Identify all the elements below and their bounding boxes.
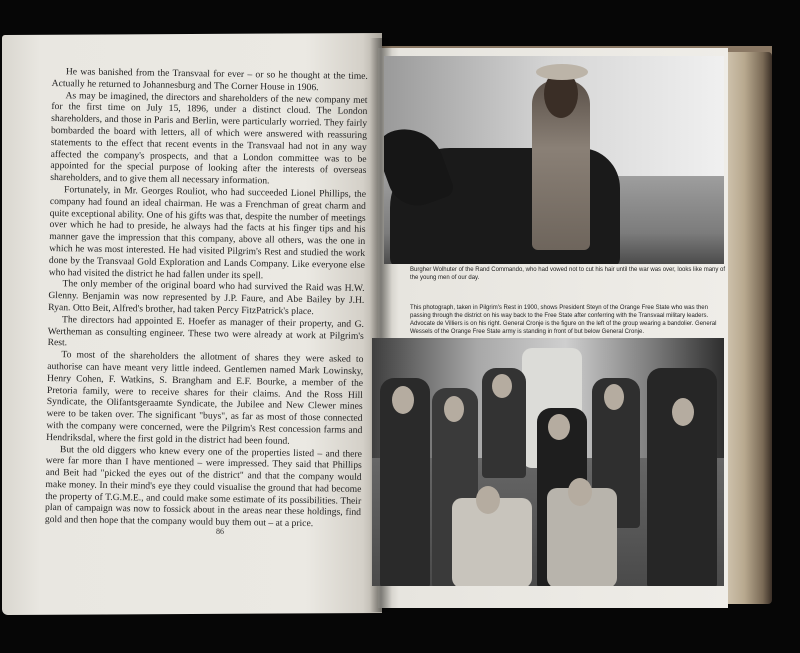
face <box>672 398 694 426</box>
page-number: 86 <box>216 527 224 536</box>
rider-hat <box>536 64 588 80</box>
face <box>604 384 624 410</box>
caption-top: Burgher Wolhuter of the Rand Commando, who had vowed not to cut his hair until the war was over, looks like many of the young men of our day. <box>410 267 726 281</box>
caption-bottom: This photograph, taken in Pilgrim's Rest in 1900, shows President Steyn of the Orange Free State who was then passing through the district on his way back to the Free State after conferring with the Transvaal military leaders. Advocate de Villiers is on his right. General Cronje is the figure on the left of the group wearing a bandolier. General Wessels of the Orange Free State army is standing in front of but below General Cronje. <box>410 305 717 335</box>
face <box>444 396 464 422</box>
paragraph: To most of the shareholders the allotment of shares they were asked to authorise can have meant very little indeed. Gentlemen named Mark Lowinsky, Henry Cohen, F. Watkins, S. Brangham and E.F. Bourke, a member of the Pretoria family, were to receive shares for their claims. And the Ross Hill Syndicate, the Olifantsgeraamte Syndicate, the Jubilee and New Clewer mines were to be taken over. The significant "buys", as far as most of those connected with the company were concerned, were the Pilgrim's Rest concession farms and Hendriksdal, where the first gold in the district had been found. <box>46 349 364 447</box>
face <box>568 478 592 506</box>
paragraph: The only member of the original board who had survived the Raid was H.W. Glenny. Benjamin was now represented by J.P. Faure, and Abe Bailey by J.H. Ryan. Otto Beit, Alfred's brother, had taken Percy FitzPatrick's place. <box>48 278 365 318</box>
photo-rider-on-horse <box>384 56 724 264</box>
face <box>492 374 512 398</box>
paragraph: Fortunately, in Mr. Georges Rouliot, who had succeeded Lionel Phillips, the company had found an ideal chairman. He was a Frenchman of great charm and quite exceptional ability. One of his gifts was that, despite the number of meetings over which he had to preside, he always had the facts at his finger tips and his manner gave the impression that this company, above all others, was the one in which he was most interested. He had visited Pilgrim's Rest and studied the work done by the Transvaal Gold Exploration and Lands Company. Like everyone else who had visited the district he had fallen under its spell. <box>48 184 367 281</box>
photo-group-portrait <box>372 338 724 586</box>
face <box>548 414 570 440</box>
paragraph: But the old diggers who knew every one of the properties listed – and there were far more than I have mentioned – were impressed. They said that Phillips and Beit had "picked the eyes out of the district" and that the company would make money. In their mind's eye they could visualise the ground that had become the property of T.G.M.E., and could make some estimate of its possibilities. Their plan of campaign was now to fossick about in the areas near these holdings, find gold and then hope that the company would buy them out – at a price. <box>44 443 363 530</box>
book-cover-edge <box>726 52 772 604</box>
left-page-text <box>45 66 368 531</box>
face <box>476 486 500 514</box>
paragraph: He was banished from the Transvaal for ever – or so he thought at the time. Actually he returned to Johannesburg and The Corner House in 1906. <box>51 66 368 93</box>
face <box>392 386 414 414</box>
paragraph: As may be imagined, the directors and shareholders of the new company met for the first time on July 15, 1896, under a distinct cloud. The London shareholders, and those in Paris and Berlin, were particularly worried. They fairly bombarded the board with letters, all of which were answered with reassuring statements to the effect that recent events in the Transvaal had not in any way affected the company's prospects, and that a London committee was to be appointed for the special purpose of looking after the interests of overseas shareholders, and to give them all necessary information. <box>50 89 368 187</box>
paragraph: The directors had appointed E. Hoefer as manager of their property, and G. Wertheman as consulting engineer. These two were already at work at Pilgrim's Rest. <box>47 313 365 349</box>
